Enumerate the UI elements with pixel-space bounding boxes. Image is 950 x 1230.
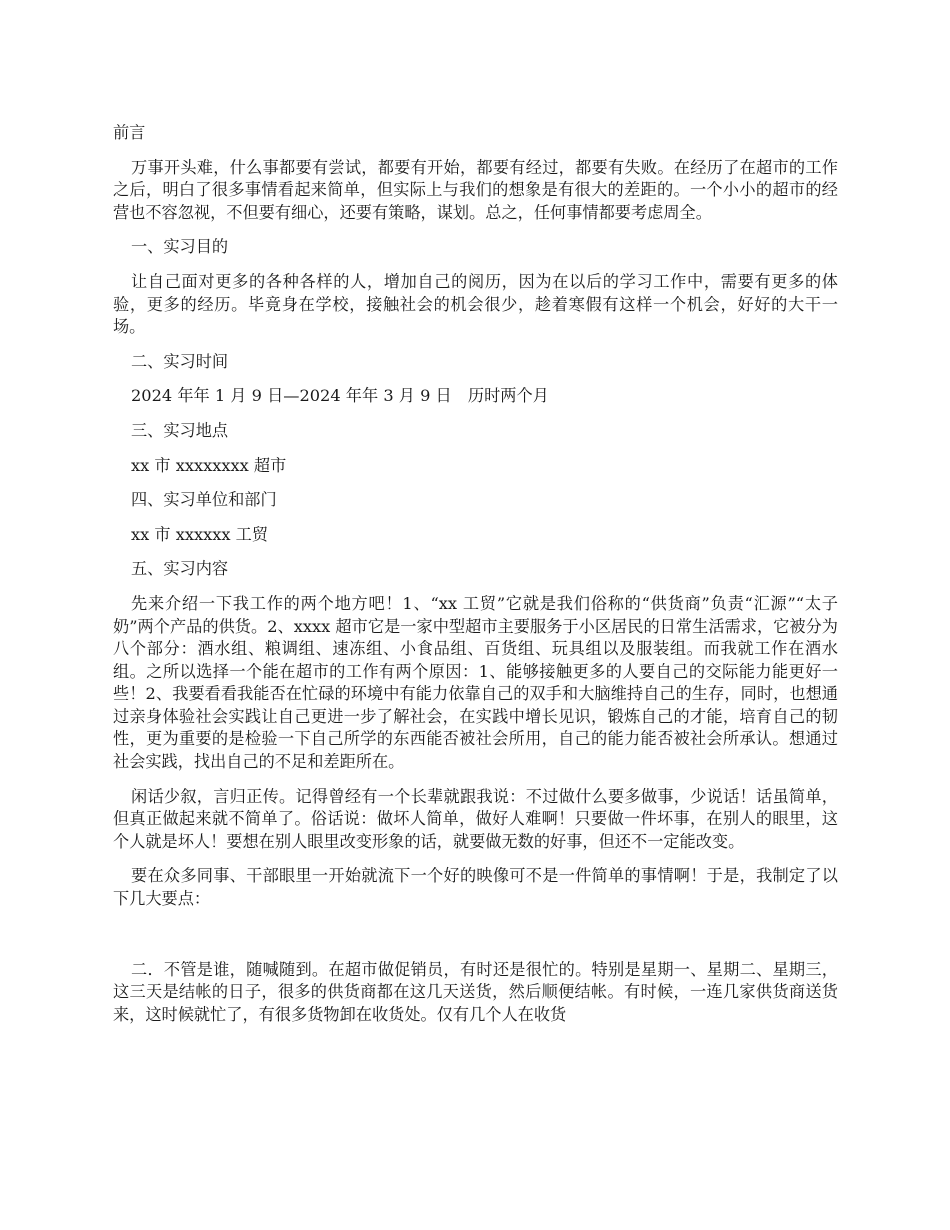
section-heading-time: 二、实习时间 [131,351,229,371]
section-body-content: 先来介绍一下我工作的两个地方吧！1、“xx 工贸”它就是我们俗称的“供货商”负责“汇源”“太子奶”两个产品的供货。2、xxxx 超市它是一家中型超市主要服务于小区居民的日常生活需求，它被分为八个部分：酒水组、粮调组、速冻组、小食品组、百货组、玩具组以及服装组。而我就工作在酒水组。之所以选择一个能在超市的工作有两个原因：1、能够接触更多的人要自己的交际能力能更好一些！2、我要看看我能否在忙碌的环境中有能力依靠自己的双手和大脑维持自己的生存，同时，也想通过亲身体验社会实践让自己更进一步了解社会，在实践中增长见识，锻炼自己的才能，培育自己的韧性，更为重要的是检验一下自己所学的东西能否被社会所用，自己的能力能否被社会所承认。想通过社会实践，找出自己的不足和差距所在。 [113,593,838,772]
document-page [113,122,838,1038]
document-title: 前言 [113,123,146,142]
section-heading-unit: 四、实习单位和部门 [131,490,277,510]
section-body-time: 2024 年年 1 月 9 日—2024 年年 3 月 9 日 历时两个月 [131,386,549,406]
section-body-unit: xx 市 xxxxxx 工贸 [131,524,269,544]
section-heading-purpose: 一、实习目的 [131,237,229,257]
blank-gap [113,923,838,959]
section-body-location: xx 市 xxxxxxxx 超市 [131,455,287,475]
section-heading-content: 五、实习内容 [131,559,229,579]
gossip-paragraph: 闲话少叙，言归正传。记得曾经有一个长辈就跟我说：不过做什么要多做事，少说话！话虽简单，但真正做起来就不简单了。俗话说：做坏人简单，做好人难啊！只要做一件坏事，在别人的眼里，这个人就是坏人！要想在别人眼里改变形象的话，就要做无数的好事，但还不一定能改变。 [113,786,838,851]
intro-paragraph: 万事开头难，什么事都要有尝试，都要有开始，都要有经过，都要有失败。在经历了在超市的工作之后，明白了很多事情看起来简单，但实际上与我们的想象是有很大的差距的。一个小小的超市的经营也不容忽视，不但要有细心，还要有策略，谋划。总之，任何事情都要考虑周全。 [113,157,838,222]
point-two-paragraph: 二．不管是谁，随喊随到。在超市做促销员，有时还是很忙的。特别是星期一、星期二、星期三，这三天是结帐的日子，很多的供货商都在这几天送货，然后顺便结帐。有时候，一连几家供货商送货来，这时候就忙了，有很多货物卸在收货处。仅有几个人在收货 [113,959,838,1024]
section-heading-location: 三、实习地点 [131,420,229,440]
points-paragraph: 要在众多同事、干部眼里一开始就流下一个好的映像可不是一件简单的事情啊！于是，我制定了以下几大要点： [113,866,838,909]
section-body-purpose: 让自己面对更多的各种各样的人，增加自己的阅历，因为在以后的学习工作中，需要有更多的体验，更多的经历。毕竟身在学校，接触社会的机会很少，趁着寒假有这样一个机会，好好的大干一场。 [113,271,838,337]
